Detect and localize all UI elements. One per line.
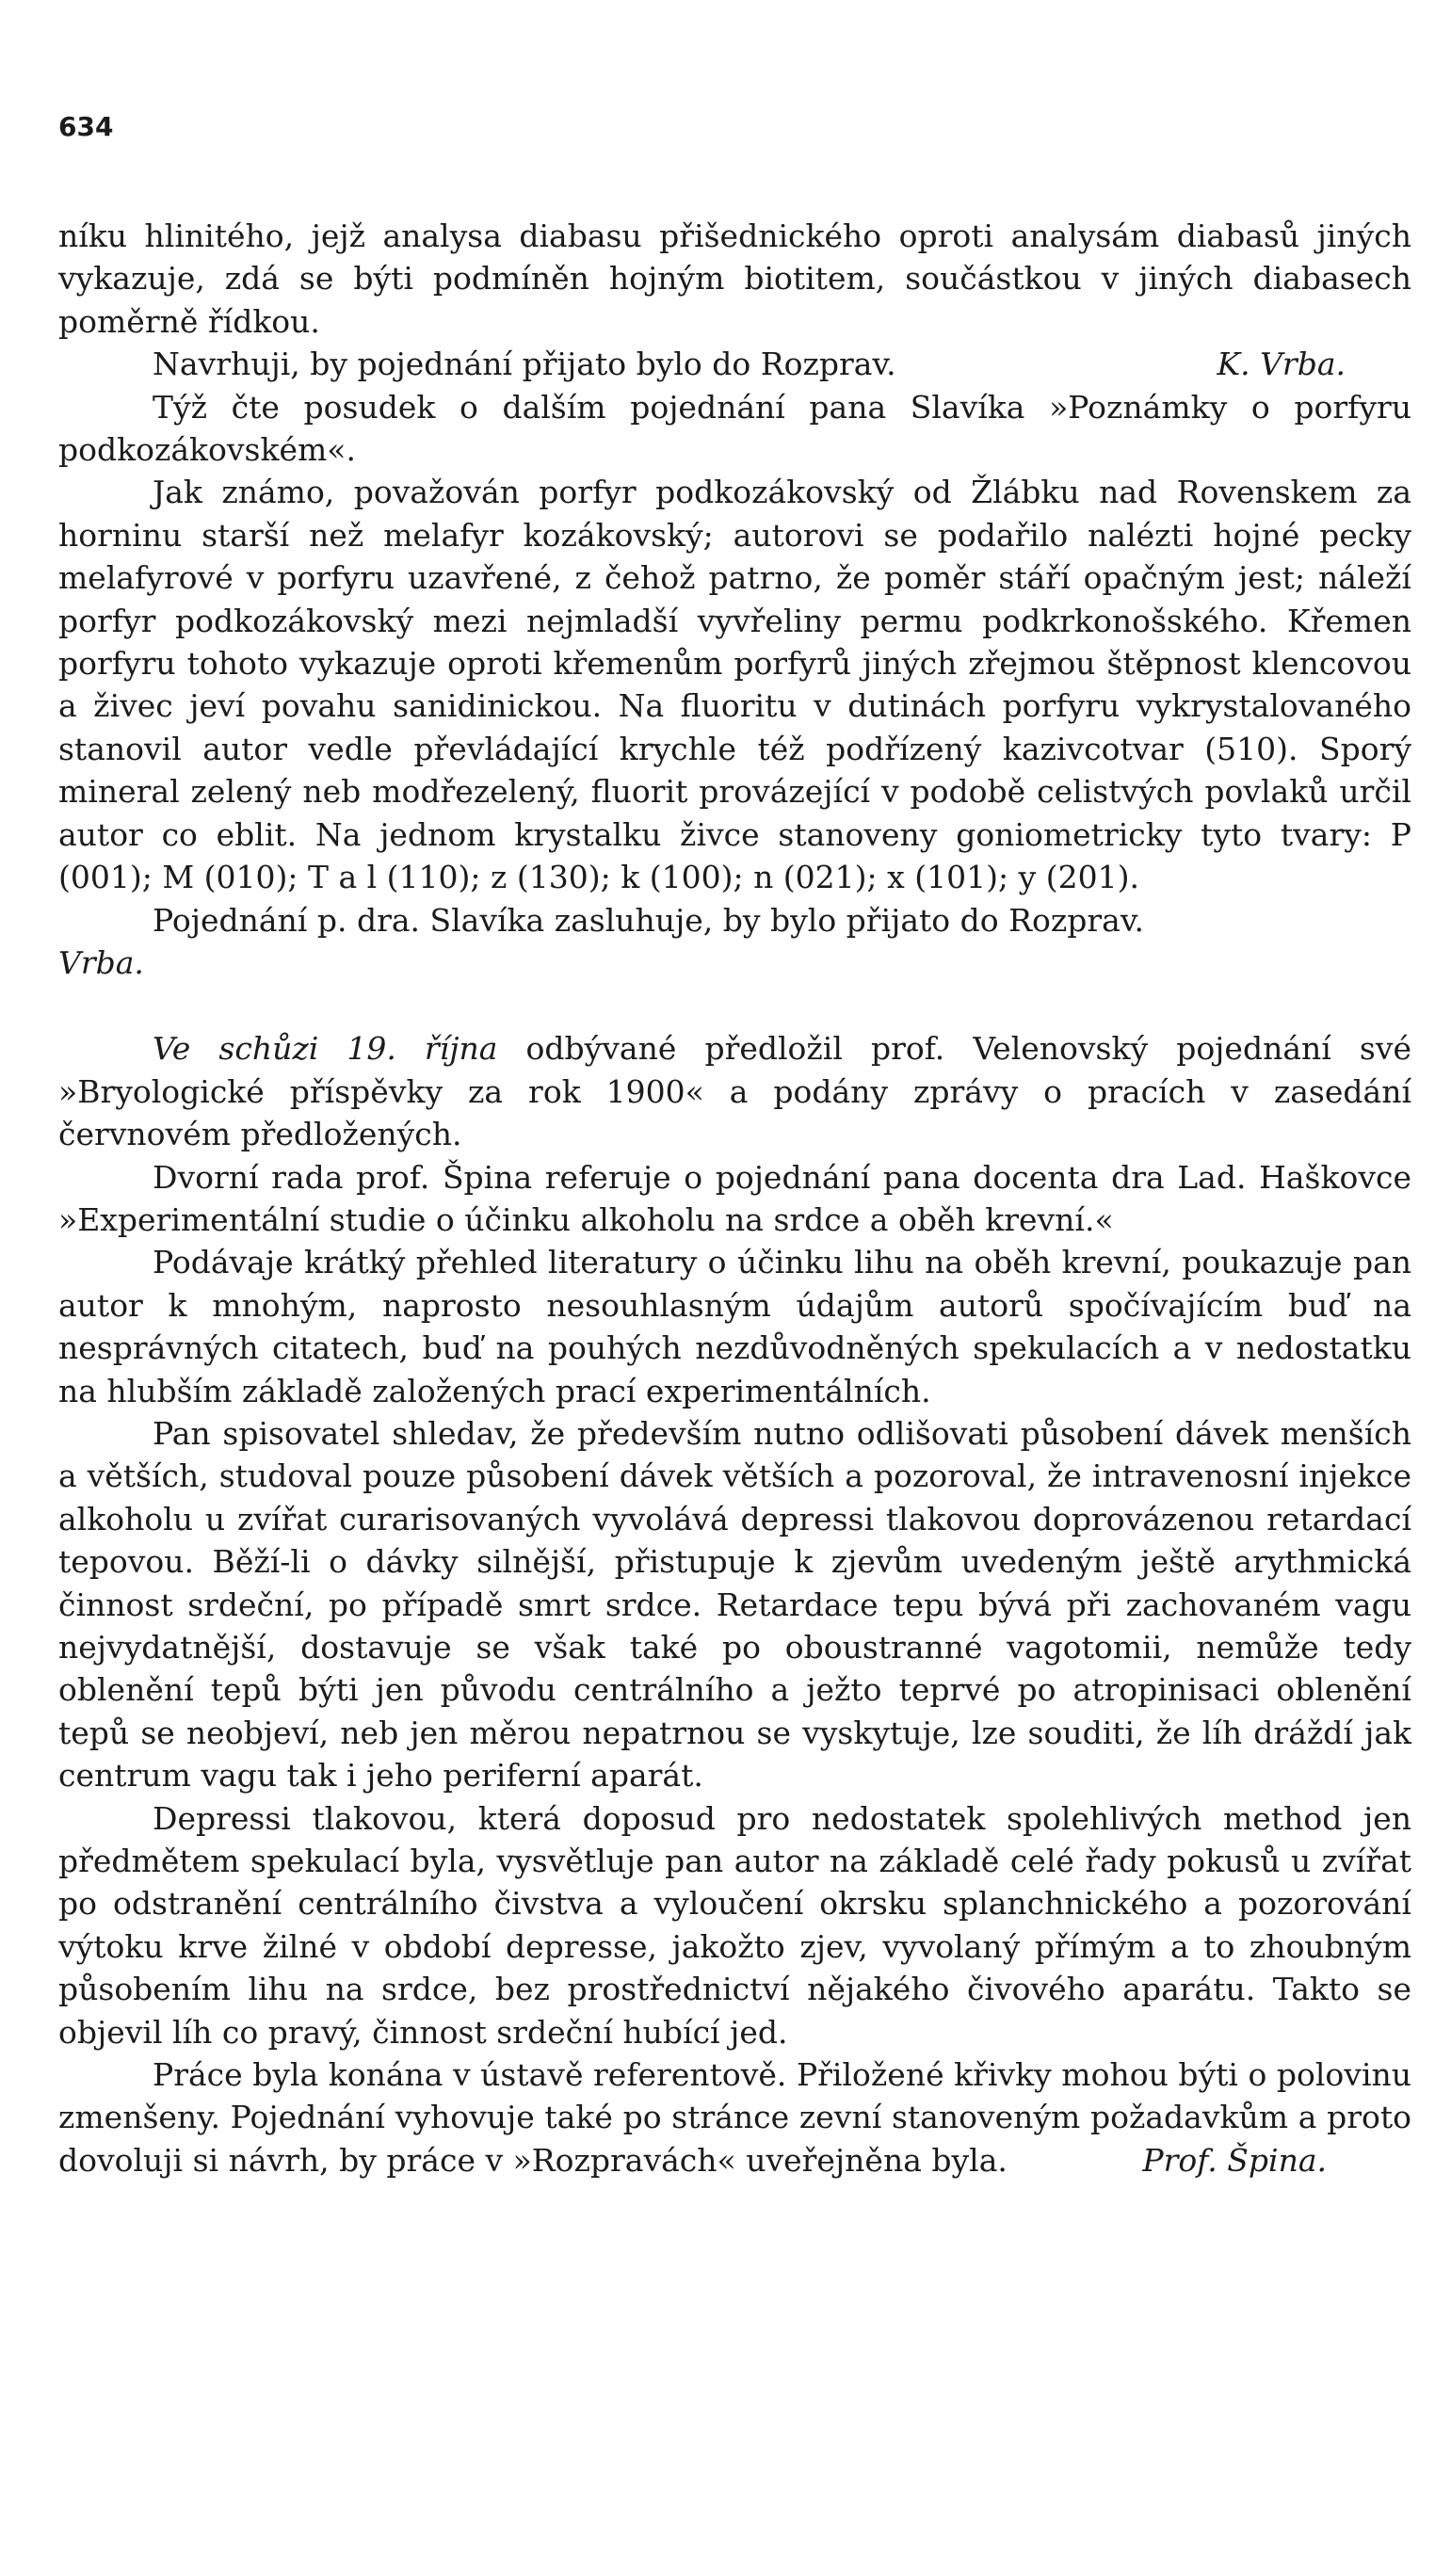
signature-vrba-2: Vrba. — [58, 943, 144, 981]
page-number: 634 — [58, 111, 114, 142]
paragraph: Pan spisovatel shledav, že především nutno odlišovati působení dávek menších a větších, studoval pouze působení dávek větších a pozoroval, že intravenosní injekce alkoholu u zvířat curarisovaných vyvolává depressi tlakovou doprovázenou retardací tepovou. Běží-li o dávky silnější, přistupuje k zjevům uvedeným ještě arythmická činnost srdeční, po případě smrt srdce. Retardace tepu bývá při zachovaném vagu nejvydatnější, dostavuje se však také po oboustranné vagotomii, nemůže tedy oblenění tepů býti jen původu centrálního a ježto teprvé po atropinisaci oblenění tepů se neobjeví, neb jen měrou nepatrnou se vyskytuje, lze souditi, že líh dráždí jak centrum vagu tak i jeho periferní aparát. — [58, 1414, 1411, 1795]
porfyr-text: Jak známo, považován porfyr podkozákovský od Žlábku nad Rovenskem za horninu starší než melafyr kozákovský; autorovi se podařilo nalézti hojné pecky melafyrové v porfyru uzavřené, z čehož patrno, že poměr stáří opačným jest; náleží porfyr podkozákovský mezi nejmladší vyvřeliny permu podkrkonošského. Křemen porfyru tohoto vykazuje oproti křemenům porfyrů jiných zřejmou štěpnost klencovou a živec jeví povahu sanidinickou. Na fluoritu v dutinách porfyru vykrystalovaného stanovil autor vedle převládající krychle též podřízený kazivcotvar (510). Sporý mineral zelený neb modřezelený, fluorit provázející v podobě celistvých povlaků určil autor co eblit. Na jednom krystalku živce stanoveny goniometricky tyto tvary: — [58, 474, 1411, 853]
paragraph-session — [58, 1027, 1411, 1155]
paragraph-final — [58, 2053, 1411, 2182]
crystal-forms: P (001); M (010); T a l (110); z (130); k (100); n (021); x (101); y (201). — [58, 815, 1411, 896]
paragraph-porfyr — [58, 471, 1411, 898]
proposal-text: Navrhuji, by pojednání přijato bylo do Rozprav. — [153, 346, 896, 383]
paragraph: Týž čte posudek o dalším pojednání pana Slavíka »Poznámky o porfyru podkozákovském«. — [58, 388, 1411, 469]
session-date: Ve schůzi 19. října — [153, 1030, 498, 1068]
paragraph: Depressi tlakovou, která doposud pro nedostatek spolehlivých method jen předmětem spekulací byla, vysvětluje pan autor na základě celé řady pokusů u zvířat po odstranění centrálního čivstva a vyloučení okrsku splanchnického a pozorování výtoku krve žilné v období depresse, jakožto zjev, vyvolaný přímým a to zhoubným působením lihu na srdce, bez prostřednictví nějakého čivového aparátu. Takto se objevil líh co pravý, činnost srdeční hubící jed. — [58, 1799, 1411, 2051]
signature-vrba: K. Vrba. — [1217, 346, 1346, 383]
body-text — [58, 215, 1411, 2182]
paragraph: Podávaje krátký přehled literatury o účinku lihu na oběh krevní, poukazuje pan autor k mnohým, naprosto nesouhlasným údajům autorů spočívajícím buď na nesprávných citatech, buď na pouhých nezdůvodněných spekulacích a v nedostatku na hlubším základě založených prací experimentálních. — [58, 1244, 1411, 1409]
final-text: Práce byla konána v ústavě referentově. Přiložené křivky mohou býti o polovinu zmenšeny. Pojednání vyhovuje také po stránce zevní stanoveným požadavkům a proto dovoluji si návrh, by práce v »Rozpravách« uveřejněna byla. — [58, 2056, 1411, 2179]
paragraph: Pojednání p. dra. Slavíka zasluhuje, by bylo přijato do Rozprav. — [153, 901, 1145, 939]
signature-spina: Prof. Špina. — [1142, 2141, 1327, 2179]
section-gap — [58, 984, 1411, 1027]
session-text: odbývané předložil prof. Velenovský pojednání své »Bryologické příspěvky za rok 1900« a podány zprávy o pracích v zasedání červnovém předložených. — [58, 1030, 1411, 1153]
paragraph: Dvorní rada prof. Špina referuje o pojednání pana docenta dra Lad. Haškovce »Experimentální studie o účinku alkoholu na srdce a oběh krevní.« — [58, 1158, 1411, 1238]
paragraph: níku hlinitého, jejž analysa diabasu přišednického oproti analysám diabasů jiných vykazuje, zdá se býti podmíněn hojným biotitem, součástkou v jiných diabasech poměrně řídkou. — [58, 217, 1411, 340]
paragraph-proposal — [58, 343, 1411, 385]
